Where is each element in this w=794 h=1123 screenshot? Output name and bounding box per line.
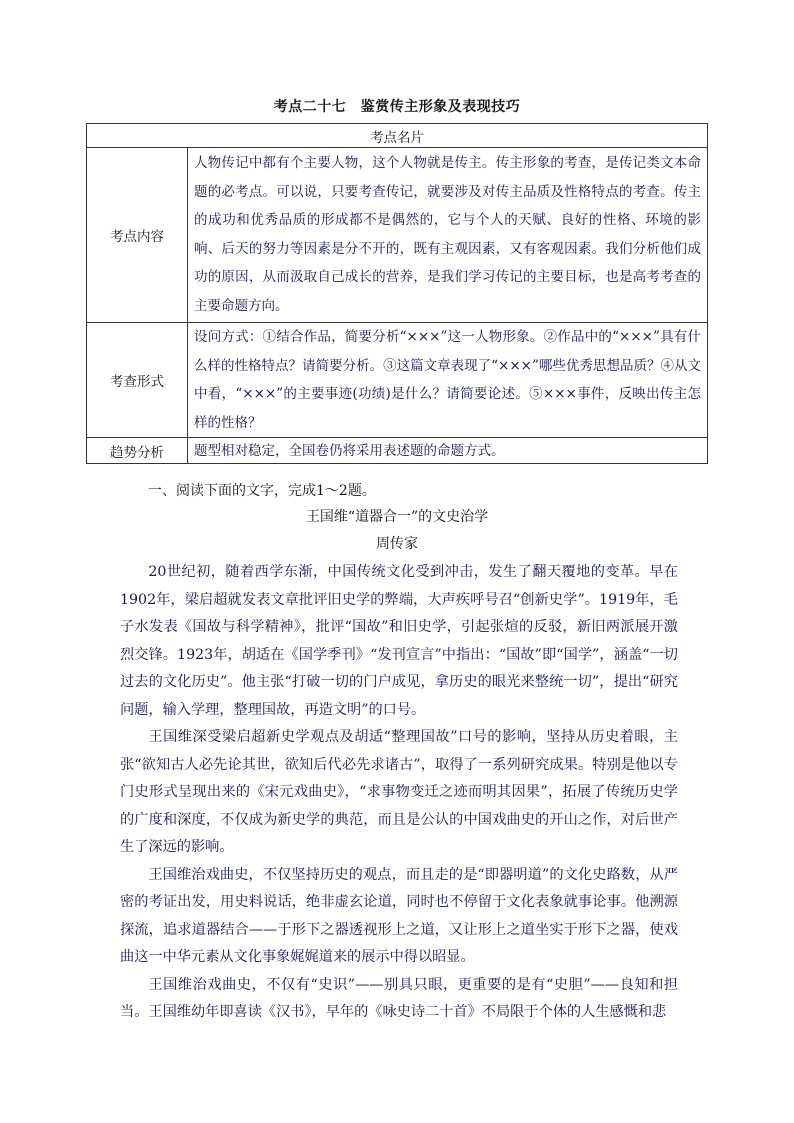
table-row (87, 148, 708, 323)
article-paragraph: 王国维治戏曲史，不仅有“史识”——别具只眼，更重要的是有“史胆”——良知和担当。王国维幼年即喜读《汉书》，早年的《咏史诗二十首》不局限于个体的人生感慨和悲 (120, 976, 678, 1020)
row-label-format: 考查形式 (87, 323, 188, 438)
article-paragraph: 20世纪初，随着西学东渐，中国传统文化受到冲击，发生了翻天覆地的变革。早在1902年，梁启超就发表文章批评旧史学的弊端，大声疾呼号召“创新史学”。1919年，毛子水发表《国故与科学精神》，批评“国故”和旧史学，引起张煊的反驳，新旧两派展开激烈交锋。1923年，胡适在《国学季刊》“发刊宣言”中指出：“国故”即“国学”，涵盖“一切过去的文化历史”。他主张“打破一切的门户成见，拿历史的眼光来整统一切”，提出“研究问题，输入学理，整理国故，再造文明”的口号。 (120, 564, 678, 718)
table-header: 考点名片 (87, 124, 708, 148)
table-row (87, 438, 708, 464)
row-label-content: 考点内容 (87, 148, 188, 323)
article-title: 王国维“道器合一”的文史治学 (305, 509, 489, 525)
question-intro: 一、阅读下面的文字，完成1～2题。 (148, 483, 376, 499)
row-text-format: 设问方式：①结合作品，简要分析“×××”这一人物形象。②作品中的“×××”具有什么样的性格特点？请简要分析。③这篇文章表现了“×××”哪些优秀思想品质？④从文中看，“×××”的主要事迹(功绩)是什么？请简要论述。⑤×××事件，反映出传主怎样的性格？ (188, 323, 708, 438)
row-text-trend: 题型相对稳定，全国卷仍将采用表述题的命题方式。 (188, 438, 708, 464)
row-text-content: 人物传记中都有个主要人物，这个人物就是传主。传主形象的考查，是传记类文本命题的必考点。可以说，只要考查传记，就要涉及对传主品质及性格特点的考查。传主的成功和优秀品质的形成都不是偶然的，它与个人的天赋、良好的性格、环境的影响、后天的努力等因素是分不开的，既有主观因素，又有客观因素。我们分析他们成功的原因，从而汲取自己成长的营养，是我们学习传记的主要目标，也是高考考查的主要命题方向。 (188, 148, 708, 323)
exam-point-table (86, 123, 708, 464)
article-body (120, 559, 678, 1027)
table-row (87, 323, 708, 438)
page-title: 考点二十七 鉴赏传主形象及表现技巧 (273, 99, 521, 115)
article-author: 周传家 (376, 536, 418, 552)
article-paragraph: 王国维深受梁启超新史学观点及胡适“整理国故”口号的影响，坚持从历史着眼，主张“欲知古人必先论其世，欲知后代必先求诸古”，取得了一系列研究成果。特别是他以专门史形式呈现出来的《宋元戏曲史》，“求事物变迁之迹而明其因果”，拓展了传统历史学的广度和深度，不仅成为新史学的典范，而且是公认的中国戏曲史的开山之作，对后世产生了深远的影响。 (120, 729, 678, 855)
article-paragraph: 王国维治戏曲史，不仅坚持历史的观点，而且走的是“即器明道”的文化史路数，从严密的考证出发，用史料说话，绝非虚玄论道，同时也不停留于文化表象就事论事。他溯源探流，追求道器结合——于形下之器透视形上之道，又让形上之道坐实于形下之器，使戏曲这一中华元素从文化事象娓娓道来的展示中得以昭显。 (120, 866, 678, 965)
row-label-trend: 趋势分析 (87, 438, 188, 464)
